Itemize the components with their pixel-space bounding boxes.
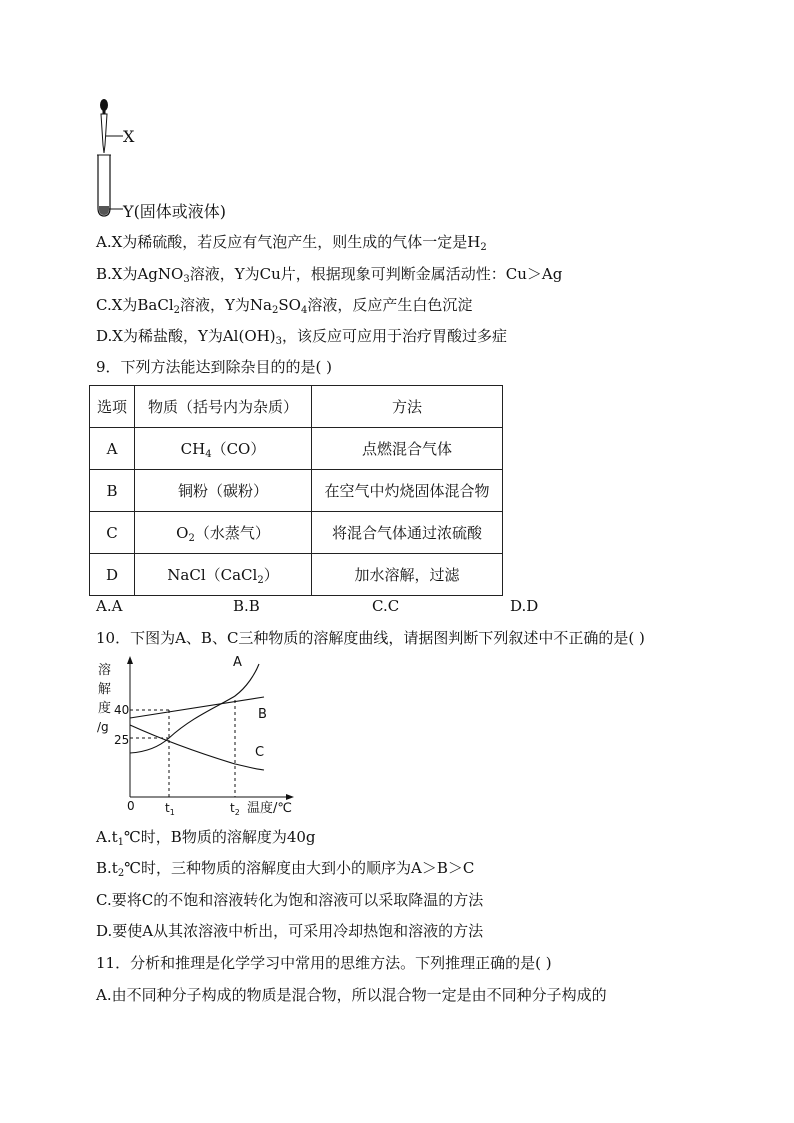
q9-answer-a: A.A (96, 597, 123, 615)
header-substance: 物质（括号内为杂质） (135, 386, 312, 428)
row-option: C (90, 512, 135, 554)
q8-option-a: A.X为稀硫酸，若反应有气泡产生，则生成的气体一定是$H_2$ (96, 233, 487, 253)
curve-label-a: A (233, 655, 242, 670)
q11-option-a: A.由不同种分子构成的物质是混合物，所以混合物一定是由不同种分子构成的 (96, 986, 607, 1004)
row-substance: $CH_4(CO)$ (135, 428, 312, 470)
dropper-neck (103, 110, 106, 114)
label-x: X (123, 127, 135, 146)
row-option: B (90, 470, 135, 512)
y-axis-arrow (127, 656, 133, 664)
row-substance: NaCl（CaCl$_2$） (135, 554, 312, 596)
row-method: 加水溶解，过滤 (312, 554, 503, 596)
q9-answer-b: B.B (233, 597, 260, 615)
ylabel-char: 度 (98, 701, 112, 716)
table-row (90, 428, 503, 470)
curve-a (130, 664, 259, 753)
xlabel: 温度/℃ (247, 801, 292, 816)
y-tick-25: 25 (114, 733, 130, 747)
q11-stem: 11．分析和推理是化学学习中常用的思维方法。下列推理正确的是( ) (96, 954, 552, 972)
q10-option-a: $A.t_1℃$时，B物质的溶解度为40g (96, 828, 316, 848)
curve-c (130, 725, 264, 770)
q9-options-table (89, 385, 503, 596)
x-axis-arrow (286, 794, 294, 800)
curve-b (130, 697, 264, 718)
ylabel-char: 解 (98, 682, 112, 697)
q10-option-c: C.要将C的不饱和溶液转化为饱和溶液可以采取降温的方法 (96, 891, 484, 909)
row-option: D (90, 554, 135, 596)
q8-option-c: C.X为BaCl$_2$溶液，Y为$Na_2SO_4$溶液，反应产生白色沉淀 (96, 296, 473, 316)
table-header-row (90, 386, 503, 428)
header-option: 选项 (90, 386, 135, 428)
q10-option-b: $B.t_2℃$时，三种物质的溶解度由大到小的顺序为A＞B＞C (96, 859, 475, 879)
ylabel-char: 溶 (98, 663, 112, 678)
y-tick-40: 40 (114, 703, 130, 717)
table-row (90, 512, 503, 554)
row-method: 将混合气体通过浓硫酸 (312, 512, 503, 554)
q9-answer-c: C.C (372, 597, 400, 615)
t1-label: $t_1$ (165, 801, 175, 817)
q10-stem: 10．下图为A、B、C三种物质的溶解度曲线，请据图判断下列叙述中不正确的是( ) (96, 629, 645, 647)
t2-label: $t_2$ (230, 801, 240, 817)
row-option: A (90, 428, 135, 470)
row-substance: $O_2$（水蒸气） (135, 512, 312, 554)
curve-label-c: C (255, 745, 265, 760)
q9-stem: 9．下列方法能达到除杂目的的是( ) (96, 358, 333, 376)
q8-option-b: B.X为AgNO$_3$溶液，Y为Cu片，根据现象可判断金属活动性：Cu＞Ag (96, 265, 563, 285)
dropper-tube (101, 114, 107, 153)
origin-label: 0 (127, 799, 135, 813)
test-tube-content (99, 206, 109, 215)
row-method: 在空气中灼烧固体混合物 (312, 470, 503, 512)
header-method: 方法 (312, 386, 503, 428)
dropper-bulb (100, 99, 108, 111)
table-row (90, 470, 503, 512)
label-y: Y(固体或液体) (123, 202, 227, 221)
q8-option-d: D.X为稀盐酸，Y为$Al(OH)_3$，该反应可应用于治疗胃酸过多症 (96, 327, 507, 347)
ylabel-unit: /g (97, 720, 109, 734)
row-substance: 铜粉（碳粉） (135, 470, 312, 512)
q9-answer-d: D.D (510, 597, 539, 615)
solubility-graph (92, 652, 302, 820)
curve-label-b: B (258, 707, 267, 722)
q10-option-d: D.要使A从其浓溶液中析出，可采用冷却热饱和溶液的方法 (96, 922, 484, 940)
table-row (90, 554, 503, 596)
dropper-test-tube-apparatus (90, 95, 126, 221)
row-method: 点燃混合气体 (312, 428, 503, 470)
